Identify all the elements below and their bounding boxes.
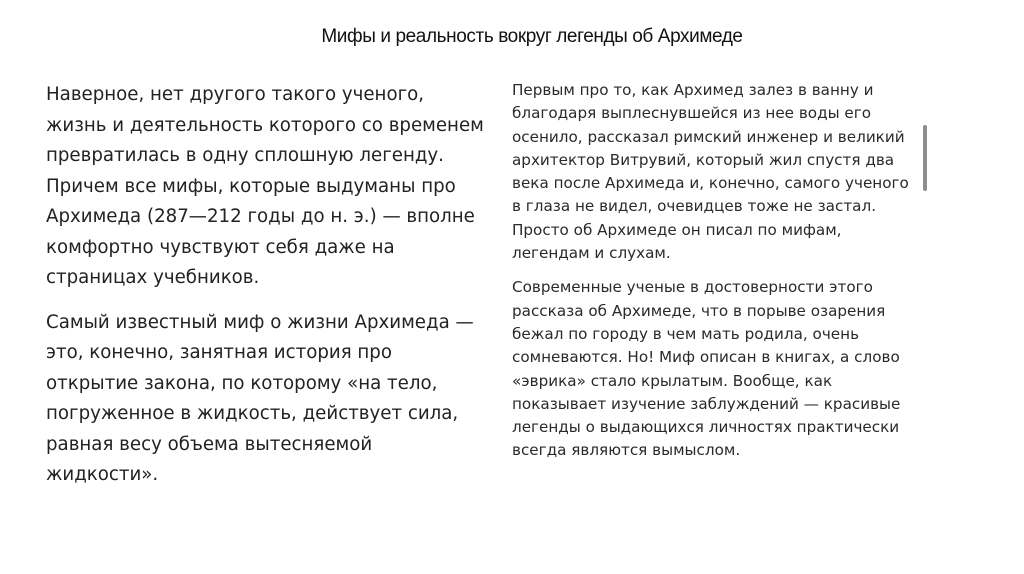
- left-text-column: [46, 80, 486, 505]
- left-paragraph-2: Самый известный миф о жизни Архимеда — это, конечно, занятная история про открытие закона, по которому «на тело, погруженное в жидкость, действует сила, равная весу объема вытесняемой жидкости».: [46, 311, 474, 485]
- slide-title: Мифы и реальность вокруг легенды об Архимеде: [321, 26, 743, 47]
- scrollbar-thumb[interactable]: [923, 125, 927, 191]
- right-paragraph-2: Современные ученые в достоверности этого рассказа об Архимеде, что в порыве озарения бежал по городу в чем мать родила, очень сомневаются. Но! Миф описан в книгах, а слово «эврика» стало крылатым. Вообще, как показывает изучение заблуждений — красивые легенды о выдающихся личностях практически всегда являются вымыслом.: [512, 278, 901, 460]
- right-text-column: [512, 79, 912, 474]
- left-paragraph-1: Наверное, нет другого такого ученого, жизнь и деятельность которого со временем превратилась в одну сплошную легенду. Причем все мифы, которые выдуманы про Архимеда (287—212 годы до н. э.) — вполне комфортно чувствуют себя даже на страницах учебников.: [46, 84, 484, 288]
- right-paragraph-1: Первым про то, как Архимед залез в ванну и благодаря выплеснувшейся из нее воды его осенило, рассказал римский инженер и великий архитектор Витрувий, который жил спустя два века после Архимеда и, конечно, самого ученого в глаза не видел, очевидцев тоже не застал. Просто об Архимеде он писал по мифам, легендам и слухам.: [512, 81, 909, 263]
